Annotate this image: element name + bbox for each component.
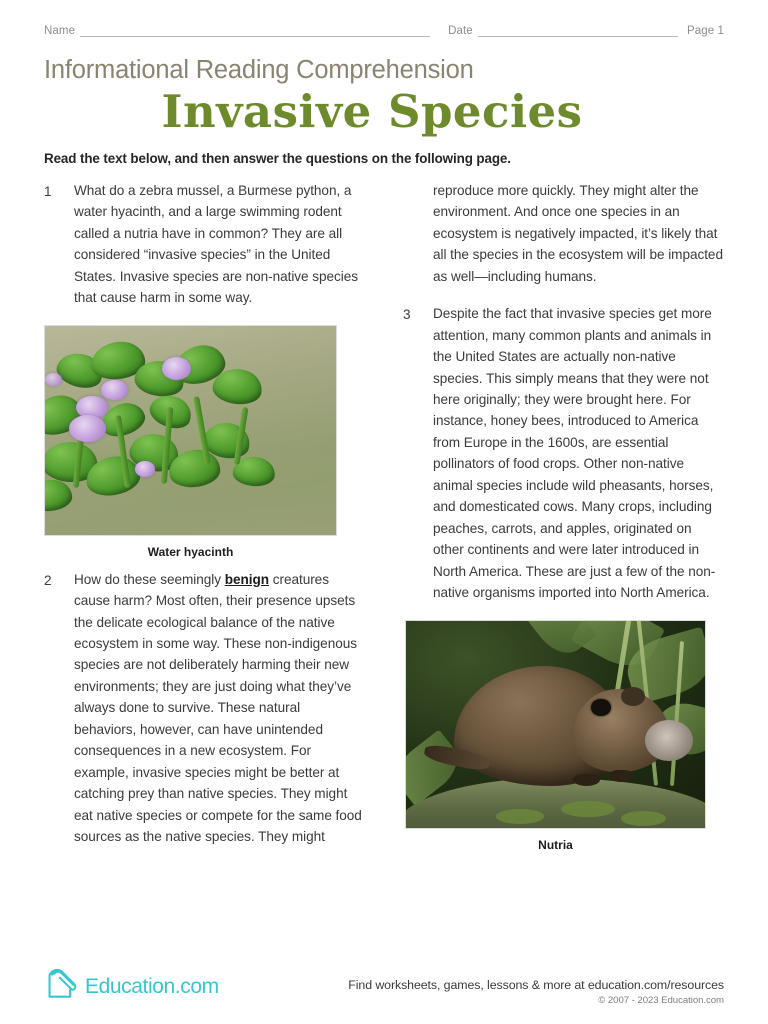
paragraph-2 <box>44 569 365 848</box>
paragraph-text-after-term: creatures cause harm? Most often, their presence upsets the delicate ecological balance of the native ecosystem in some way. These non-indigenous species are not deliberately harming their new environments; they are just doing what they’ve always done to survive. These natural behaviors, however, can have unintended consequences in a new ecosystem. For example, invasive species might be better at catching prey than native species. They might eat native species or compete for the same food sources as the native species. They might <box>74 571 362 845</box>
nutria-caption: Nutria <box>538 837 573 852</box>
page-footer <box>44 965 724 1008</box>
figure-nutria <box>403 620 724 852</box>
education-logo-text: Education.com <box>85 974 219 998</box>
footer-tagline: Find worksheets, games, lessons & more at education.com/resources <box>348 978 724 992</box>
nutria-photo <box>405 620 706 829</box>
date-input-line[interactable] <box>478 25 678 37</box>
paragraph-text: Despite the fact that invasive species get more attention, many common plants and animals in the United States are actually non-native species. This simply means that they were not here originally; they were brought here. For instance, honey bees, introduced to America from Europe in the 1600s, are essential pollinators of food crops. Other non-native animal species include wild pheasants, horses, and domesticated cows. Many crops, including peaches, carrots, and apples, originated on other continents and were later introduced in North America. These are just a few of the non-native organisms imported into North America. <box>433 306 716 601</box>
paragraph-number: 1 <box>44 183 52 199</box>
worksheet-meta-row <box>44 0 724 37</box>
nutria-eye <box>591 699 610 716</box>
name-label: Name <box>44 25 76 37</box>
content-columns <box>44 180 724 864</box>
name-input-line[interactable] <box>80 25 430 37</box>
footer-copyright: © 2007 - 2023 Education.com <box>598 995 724 1006</box>
right-column <box>403 180 724 864</box>
paragraph-text-before-term: How do these seemingly <box>74 571 225 587</box>
paragraph-text: reproduce more quickly. They might alter the environment. And once one species in an ecosystem is negatively impacted, it’s likely that all the species in the ecosystem will be impacted as well—including humans. <box>433 182 723 284</box>
education-logo[interactable] <box>44 965 219 1008</box>
left-column <box>44 180 365 864</box>
worksheet-subtitle: Informational Reading Comprehension <box>44 56 474 84</box>
paragraph-1 <box>44 180 365 309</box>
book-pages-icon <box>44 965 82 1008</box>
page-title: Invasive Species <box>161 85 583 139</box>
paragraph-number: 2 <box>44 572 52 588</box>
page-number: Page 1 <box>686 25 724 37</box>
hyacinth-plant-cluster <box>44 338 272 530</box>
water-hyacinth-photo <box>44 325 337 536</box>
paragraph-3 <box>403 303 724 604</box>
footer-text-block <box>348 978 724 1008</box>
date-label: Date <box>448 25 473 37</box>
paragraph-text: What do a zebra mussel, a Burmese python, a water hyacinth, and a large swimming rodent called a nutria have in common? They are all considered “invasive species” in the United States. Invasive species are non-native species that cause harm in some way. <box>74 182 359 306</box>
paragraph-text <box>74 569 365 848</box>
instructions-text: Read the text below, and then answer the questions on the following page. <box>44 150 511 166</box>
water-hyacinth-caption: Water hyacinth <box>147 544 234 559</box>
vocabulary-term-benign: benign <box>224 571 269 587</box>
paragraph-number: 3 <box>403 307 411 323</box>
figure-water-hyacinth <box>44 325 365 559</box>
nutria-ear <box>621 687 645 706</box>
paragraph-number <box>403 180 433 287</box>
paragraph-2-continuation <box>403 180 724 287</box>
